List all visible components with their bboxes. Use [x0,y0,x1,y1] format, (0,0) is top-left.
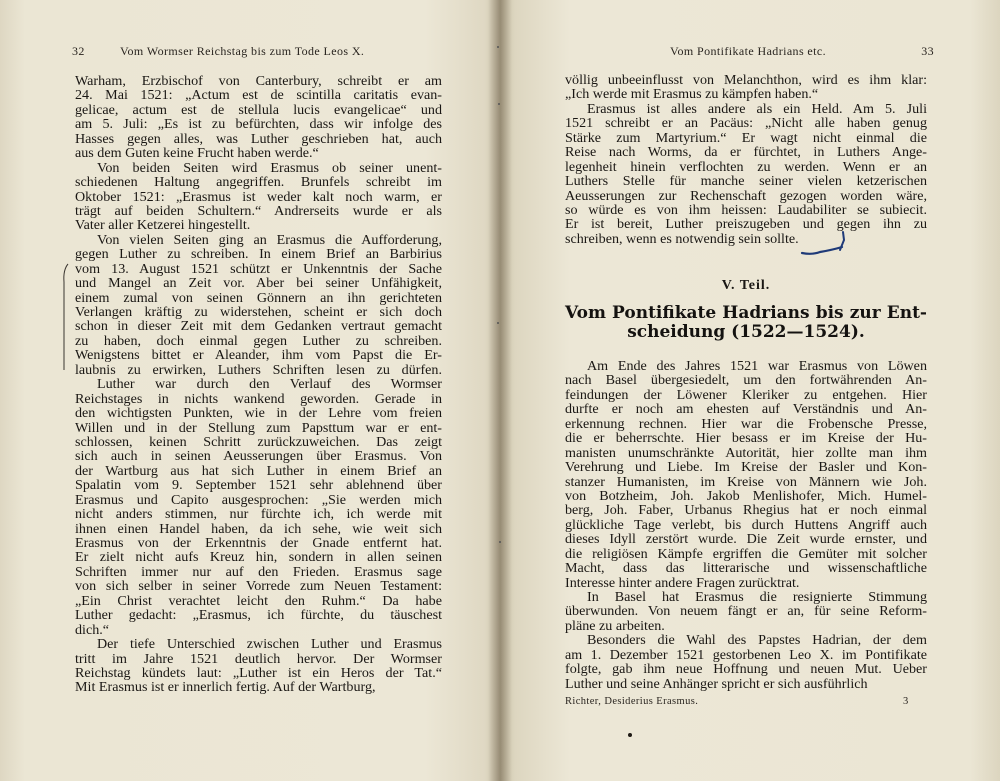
text-line: nach Basel übergesiedelt, um den fortwährenden An- [565,373,927,388]
gutter-mark [497,322,499,324]
text-line: Stärke zum Martyrium.“ Er wagt nicht einmal die [565,130,927,146]
text-line: die religiösen Kämpfe ergriffen die Gemüter mit solcher [565,546,927,562]
text-line: Luther war durch den Verlauf des Wormser [97,377,442,392]
text-line: Schriften immer nur auf den Frieden. Erasmus sage [75,564,442,580]
text-line: am 1. Dezember 1521 gestorbenen Leo X. im Pontifikate [565,647,927,663]
text-line: ihnen einen Handel haben, da ich sehe, wie weit sich [75,521,442,536]
text-line: pläne zu arbeiten. [565,618,665,634]
text-line: vom 13. August 1521 schützt er Unkenntnis der Sache [75,261,442,277]
text-line: von Botzheim, Joh. Jakob Menlishofer, Mich. Humel- [565,488,927,504]
chapter-title-line-2: scheidung (1522—1524). [627,322,865,342]
text-line: Erasmus und Capito ausgesprochen: „Sie werden mich [75,492,442,508]
text-line: stanzer Humanisten, im Kreise von Männern wie Joh. [565,474,927,489]
left-page-header [72,44,442,58]
text-line: „Ein Christ verachtet leicht den Ruhm.“ Da habe [75,593,442,609]
text-line: den wichtigsten Punkten, wie in der Lehre vom freien [75,406,442,421]
text-line: legenheit hinein verflochten zu werden. Wenn er an [565,159,927,175]
gutter-mark [497,46,499,48]
left-page-number: 32 [72,44,85,58]
text-line: Er ist bereit, Luther preiszugeben und gegen ihn zu [565,217,927,232]
text-line: 1521 schreibt er an Pacäus: „Nicht alle haben genug [565,116,927,131]
text-line: Spalatin vom 9. September 1521 sehr ablehnend über [75,478,442,493]
text-line: erkennung rechnen. Hier war die Frobensche Presse, [565,416,927,432]
text-line: Wenigstens bittet er Aleander, ihm vom Papst die Er- [75,348,442,363]
text-line: Reichstag kündets laut: „Luther ist ein Heros der Tat.“ [75,665,442,681]
text-line: zu haben, doch einmal gegen Luther zu schreiben. [75,333,442,349]
gutter-mark [499,541,501,543]
text-line: Verlangen kräftig zu widerstehen, scheint er sich doch [75,305,442,320]
text-line: Luther gedacht: „Erasmus, ich fürchte, du täuschest [75,608,442,623]
right-page-text-top [565,73,927,246]
text-line: durfte er noch am ehesten auf Verständnis und An- [565,402,927,417]
text-line: überwunden. Von neuem fängt er an, für seine Reform- [565,604,927,619]
text-line: tritt im Jahre 1521 deutlich hervor. Der Wormser [75,651,442,666]
text-line: völlig unbeeinflusst von Melanchthon, wird es ihm klar: [565,73,927,88]
text-line: laubnis zu erwirken, Luthers Schriften lesen zu dürfen. [75,362,442,378]
text-line: Reichstages in nichts wankend geworden. Gerade in [75,391,442,407]
text-line: Macht, dass das litterarische und wissenschaftliche [565,561,927,576]
text-line: feindungen der Löwener Kleriker zu entgehen. Hier [565,387,927,403]
text-line: Besonders die Wahl des Papstes Hadrian, der dem [587,633,927,648]
text-line: aus dem Guten keine Frucht haben werde.“ [75,146,319,161]
text-line: gegen Luther zu schreiben. In einem Brief an Barbirius [75,247,442,262]
book-gutter [488,0,512,781]
text-line: In Basel hat Erasmus die resignierte Stimmung [587,590,927,605]
pencil-check-mark-icon [800,226,850,262]
footer-sheet-number: 3 [903,696,909,707]
text-line: einem zumal von seinen Gönnern an ihn gerichteten [75,290,442,305]
part-heading: V. Teil. [721,278,771,293]
text-line: von sich selber in seiner Vorrede zum Neuen Testament: [75,579,442,594]
gutter-mark [498,103,500,105]
text-line: Er zielt nicht aufs Kreuz hin, sondern in allen seinen [75,550,442,565]
left-running-title: Vom Wormser Reichstag bis zum Tode Leos X. [120,44,365,58]
text-line: Von beiden Seiten wird Erasmus ob seiner unent- [97,160,442,176]
right-page-header [562,44,934,58]
text-line: „Ich werde mit Erasmus zu kämpfen haben.“ [565,87,819,102]
text-line: Vater aller Ketzerei hingestellt. [75,218,251,233]
text-line: Luther und seine Anhänger spricht er sich ausführlich [565,676,868,692]
right-page-text-body [565,359,927,691]
pencil-margin-bracket-icon [62,262,70,372]
text-line: gelicae, actum est de stellula lucis evangelicae“ und [75,102,442,118]
left-page-text [75,74,442,695]
right-page-number: 33 [921,44,934,58]
right-running-title: Vom Pontifikate Hadrians etc. [670,44,827,58]
text-line: manisten unumschränkte Autorität, hier zollte man ihm [565,445,927,461]
text-line: so würde es von ihm heissen: Laudabiliter se subiecit. [565,202,927,218]
text-line: Erasmus von der Erkenntnis der Gnade entfernt hat. [75,536,442,551]
text-line: Interesse hinter andere Fragen zurücktrat. [565,575,800,590]
chapter-title-line-1: Vom Pontifikate Hadrians bis zur Ent- [565,303,927,323]
text-line: Reise nach Worms, da er fürchtet, in Luthers Ange- [565,145,927,160]
text-line: der Wartburg aus hat sich Luther in einem Brief an [75,463,442,479]
text-line: Luthers Stelle für manche seiner vielen ketzerischen [565,174,927,189]
text-line: Der tiefe Unterschied zwischen Luther und Erasmus [97,637,442,652]
text-line: Mit Erasmus ist er innerlich fertig. Auf der Wartburg, [75,680,376,695]
text-line: schlossen, keinen Schritt zurückzuweichen. Das zeigt [75,434,442,450]
text-line: berg, Joh. Faber, Urbanus Rhegius hat er noch einmal [565,503,927,518]
text-line: Von vielen Seiten ging an Erasmus die Aufforderung, [97,232,442,248]
text-line: und Mangel an Zeit vor. Aber bei seiner Unfähigkeit, [75,276,442,291]
chapter-title [565,304,927,342]
text-line: am 5. Juli: „Es ist zu befürchten, dass wir infolge des [75,117,442,132]
text-line: folgte, gab ihm neue Hoffnung und neuen Mut. Ueber [565,662,927,677]
text-line: trägt auf beiden Schultern.“ Andrerseits wurde er als [75,203,442,219]
text-line: glückliche Tage verlebt, bis durch Huttens Angriff auch [565,517,927,533]
text-line: schon in dieser Zeit mit dem Gedanken vertraut gemacht [75,319,442,334]
text-line: sich auch in seinen Aeusserungen über Erasmus. Von [75,449,442,464]
text-line: Erasmus ist alles andere als ein Held. Am 5. Juli [587,101,927,117]
footer-signature: Richter, Desiderius Erasmus. [565,696,699,707]
text-line: nicht anders stimmen, nur fürchte ich, ich werde mit [75,507,442,522]
text-line: 24. Mai 1521: „Actum est de scintilla caritatis evan- [75,88,442,103]
text-line: Am Ende des Jahres 1521 war Erasmus von Löwen [587,359,927,374]
text-line: Hasses gegen alles, was Luther geschrieben hat, auch [75,131,442,147]
text-line: schreiben, wenn es notwendig sein sollte. [565,231,799,247]
text-line: Oktober 1521: „Erasmus ist weder kalt noch warm, er [75,189,442,204]
ink-speck [628,733,632,737]
text-line: Willen und in der Stellung zum Papsttum war er ent- [75,420,442,435]
text-line: dich.“ [75,622,110,638]
text-line: Verehrung und Liebe. Im Kreise der Basler und Kon- [565,460,927,475]
text-line: Aeusserungen zur Rechenschaft gezogen worden wäre, [565,188,927,203]
text-line: dieses Idyll zerstört wurde. Die Zeit wurde ernster, und [565,532,927,547]
text-line: schiedenen Haltung angegriffen. Brunfels schreibt im [75,175,442,190]
text-line: Warham, Erzbischof von Canterbury, schreibt er am [75,74,442,89]
text-line: die er beherrschte. Hier besass er im Kreise der Hu- [565,431,927,446]
